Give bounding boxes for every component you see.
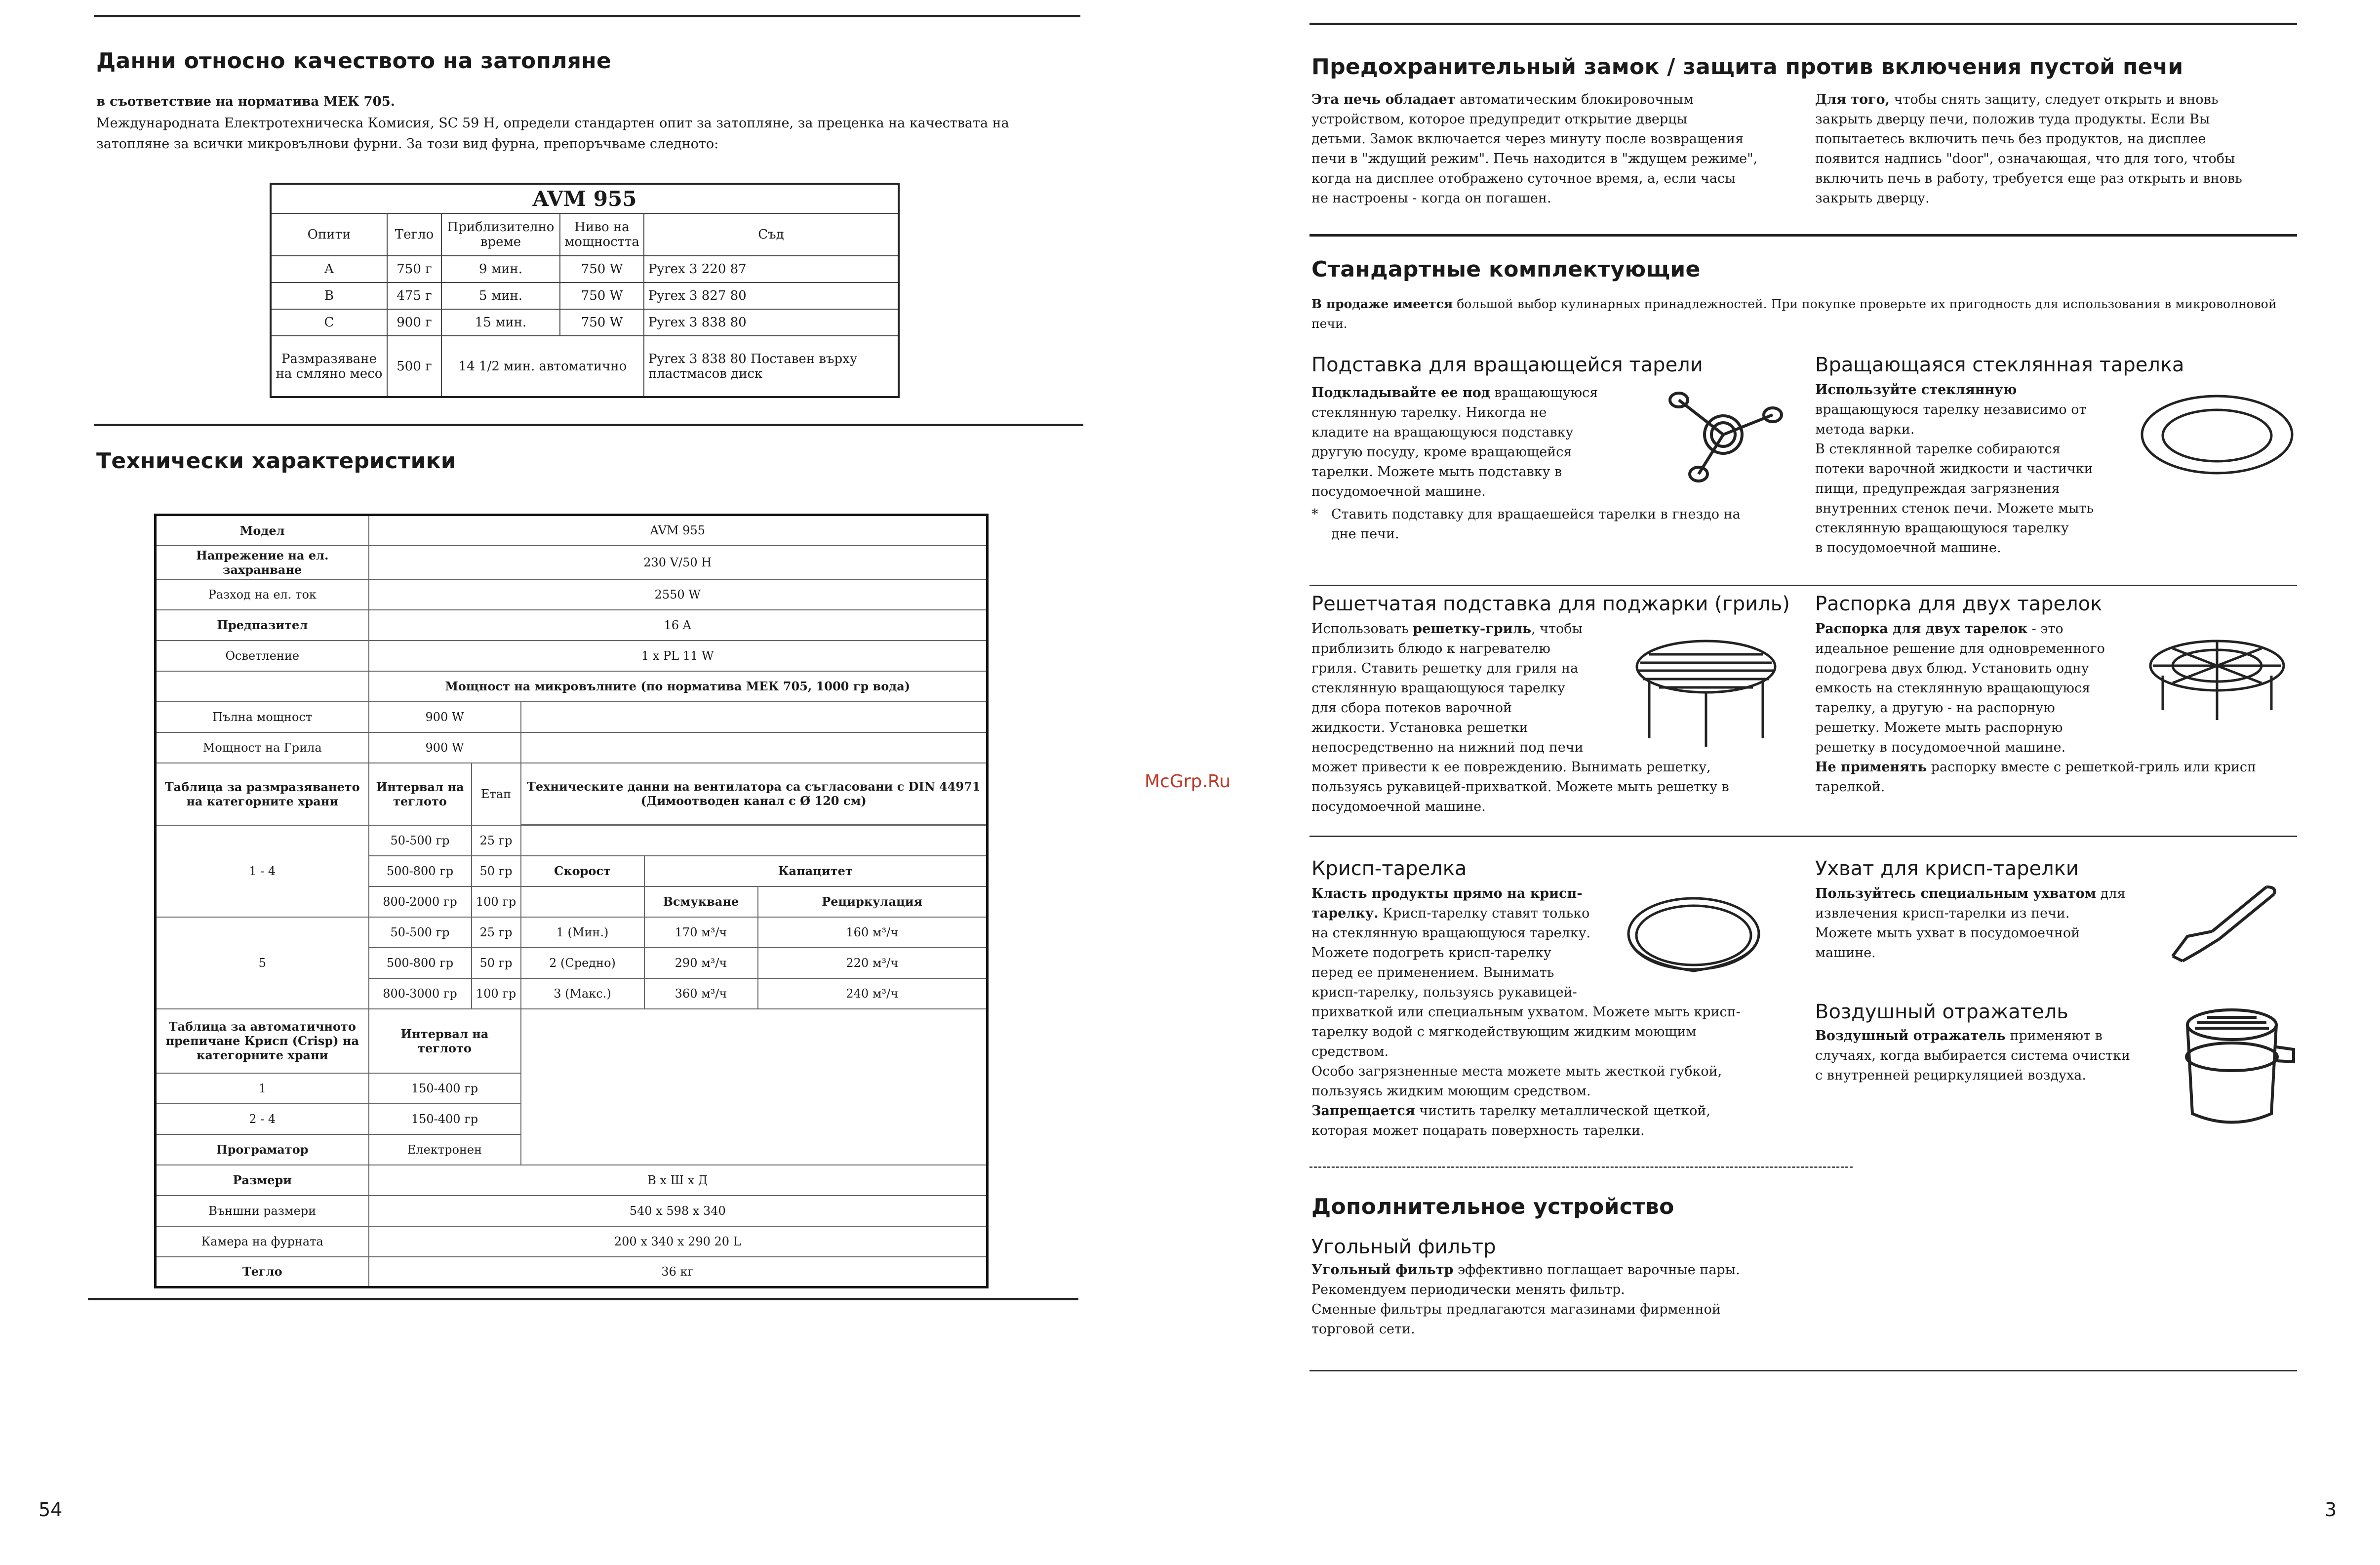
flood-cell: 15 мин. — [441, 309, 560, 336]
tech-value: AVM 955 — [369, 515, 988, 546]
table-row — [156, 1009, 988, 1073]
spacer-title: Распорка для двух тарелок — [1815, 593, 2102, 615]
tech-value: 16 A — [369, 610, 988, 641]
flood-cell: Pyrex 3 220 87 — [644, 256, 899, 282]
text-line — [1311, 777, 1810, 797]
line-text: тарелку водой с мягкодействующим жидким моющим — [1311, 1024, 1697, 1040]
tech-cell: 160 м³/ч — [758, 917, 988, 948]
intro-bold: В продаже имеется — [1311, 297, 1453, 311]
line-text: тарелкой. — [1815, 779, 1885, 795]
tech-cell: 3 (Макс.) — [521, 978, 644, 1009]
table-row — [156, 1165, 988, 1196]
text-line — [1815, 189, 2289, 208]
text-line — [1815, 884, 2131, 904]
text-line — [1311, 1320, 1855, 1339]
line-text: автоматическим блокировочным — [1455, 92, 1694, 107]
flood-defrost-label: Размразяване на смляно месо — [271, 336, 387, 397]
text-line — [1311, 1280, 1855, 1300]
table-row — [156, 825, 988, 856]
tech-cell: 50-500 гр — [369, 917, 472, 948]
table-row — [271, 256, 899, 282]
line-text: когда на дисплее отображено суточное время, а, если часы — [1311, 171, 1736, 186]
tech-cell: 500-800 гр — [369, 856, 472, 886]
text-line — [1311, 110, 1795, 129]
bold-lead: Подкладывайте ее под — [1311, 385, 1490, 401]
table-row — [156, 702, 988, 732]
tech-value: 900 W — [369, 702, 521, 732]
rule-extra — [1309, 1166, 1853, 1168]
table-row — [156, 1073, 988, 1104]
line-text: может привести к ее повреждению. Вынимать решетку, — [1311, 760, 1711, 775]
line-text: решетку в посудомоечной машине. — [1815, 740, 2066, 755]
line-text: устройством, которое предупредит открытие дверцы — [1311, 112, 1688, 127]
grill-rack-title: Решетчатая подставка для поджарки (гриль) — [1311, 593, 1790, 615]
air-deflector-image — [2178, 1003, 2301, 1136]
table-row — [156, 732, 988, 763]
tech-value: 900 W — [369, 732, 521, 763]
tech-cell: 25 гр — [472, 825, 521, 856]
table-row — [156, 1226, 988, 1257]
line-text: подогрева двух блюд. Установить одну — [1815, 661, 2089, 676]
spacer-image — [2143, 626, 2291, 725]
flood-table-model: AVM 955 — [271, 184, 899, 213]
line-text: с внутренней рециркуляцией воздуха. — [1815, 1068, 2086, 1083]
text-line — [1311, 482, 1657, 502]
text-line — [1311, 983, 1810, 1003]
tech-cell: 290 м³/ч — [644, 948, 758, 978]
line-text: чтобы снять защиту, следует открыть и вновь — [1890, 92, 2219, 107]
flood-cell: 900 г — [387, 309, 441, 336]
intro-rest: большой выбор кулинарных принадлежностей. При покупке проверьте их пригодность для использования в микроволновой — [1453, 297, 2277, 311]
line-text: для сбора потеков варочной — [1311, 700, 1512, 716]
tech-label: Предпазител — [156, 610, 369, 641]
tech-cell: 150-400 гр — [369, 1104, 521, 1134]
text-line — [1311, 758, 1810, 777]
line-text: которая может поцарать поверхность тарелки. — [1311, 1123, 1645, 1138]
line-text: посудомоечной машине. — [1311, 799, 1486, 814]
accessories-intro — [1311, 294, 2294, 334]
flood-cell: С — [271, 309, 387, 336]
line-text: в посудомоечной машине. — [1815, 540, 2001, 556]
text-line — [1815, 90, 2289, 110]
text-line — [1815, 459, 2121, 479]
flood-table — [270, 183, 900, 398]
bold-lead: Запрещается — [1311, 1103, 1415, 1119]
bold-lead: Угольный фильтр — [1311, 1262, 1454, 1278]
flood-cell: В — [271, 282, 387, 309]
table-row — [156, 1196, 988, 1226]
line-text: стеклянную вращающуюся тарелку — [1311, 681, 1565, 696]
crisp-handle-text — [1815, 884, 2131, 963]
tech-value: 230 V/50 H — [369, 546, 988, 579]
flood-para-line2: затопляне за всички микровълнови фурни. За този вид фурна, препоръчваме следното: — [96, 136, 719, 152]
turntable-support-title: Подставка для вращающейся тарели — [1311, 354, 1703, 376]
flood-cell: 5 мин. — [441, 282, 560, 309]
table-row — [156, 671, 988, 702]
tech-value: 36 кг — [369, 1257, 988, 1287]
flood-cell: 750 г — [387, 256, 441, 282]
table-row — [156, 1104, 988, 1134]
tech-speed-label: Скорост — [521, 856, 644, 886]
glass-plate-image — [2138, 390, 2296, 479]
flood-cell: 750 W — [560, 282, 644, 309]
flood-para-line1: Международната Електротехническа Комисия, SC 59 H, определи стандартен опит за затопляне, за преценка на качествата на — [96, 116, 1009, 131]
line-text: гриля. Ставить решетку для гриля на — [1311, 661, 1579, 676]
text-line — [1815, 738, 2299, 758]
table-row — [156, 641, 988, 671]
flood-defrost-weight: 500 г — [387, 336, 441, 397]
tech-cell: 1 (Мин.) — [521, 917, 644, 948]
line-text: Крисп-тарелку ставят только — [1378, 906, 1590, 921]
text-line — [1815, 400, 2121, 420]
flood-header-tests: Опити — [271, 213, 387, 256]
tech-cell: 25 гр — [472, 917, 521, 948]
line-text: не настроены - когда он погашен. — [1311, 191, 1551, 206]
tech-suction-label: Всмукване — [644, 886, 758, 917]
text-line — [1815, 129, 2289, 149]
table-row — [271, 309, 899, 336]
crisp-plate-title: Крисп-тарелка — [1311, 857, 1467, 880]
tech-label: Програматор — [156, 1134, 369, 1165]
bold-lead: Используйте стеклянную — [1815, 382, 2017, 398]
text-line — [1815, 420, 2121, 440]
flood-defrost-time: 14 1/2 мин. автоматично — [441, 336, 644, 397]
line-text: детьми. Замок включается через минуту после возвращения — [1311, 131, 1744, 147]
line-text: Сменные фильтры предлагаются магазинами фирменной — [1311, 1302, 1721, 1317]
bottom-rule-right — [1309, 1370, 2297, 1371]
lock-col1 — [1311, 90, 1795, 208]
bold-lead: Класть продукты прямо на крисп- — [1311, 886, 1583, 901]
line-text: попытаетесь включить печь без продуктов, на дисплее — [1815, 131, 2206, 147]
bold-lead: Воздушный отражатель — [1815, 1028, 2006, 1043]
line-text: эффективно поглащает варочные пары. — [1453, 1262, 1740, 1278]
tech-title: Технически характеристики — [96, 448, 457, 474]
text-line — [1311, 1022, 1810, 1042]
table-row — [156, 763, 988, 824]
bold-lead: Эта печь обладает — [1311, 92, 1456, 107]
flood-cell: 9 мин. — [441, 256, 560, 282]
line-text: , чтобы — [1531, 621, 1583, 637]
turntable-support-image — [1659, 385, 1787, 484]
text-line — [1815, 923, 2131, 943]
tech-label: Тегло — [156, 1257, 369, 1287]
page-number-right: 3 — [2325, 1499, 2337, 1521]
line-text: потеки варочной жидкости и частички — [1815, 461, 2093, 477]
line-text: В стеклянной тарелке собираются — [1815, 441, 2061, 457]
line-text: на стеклянную вращающуюся тарелку. — [1311, 925, 1591, 941]
tech-cell: 2 - 4 — [156, 1104, 369, 1134]
line-text: закрыть дверцу печи, положив туда продукты. Если Вы — [1815, 112, 2210, 127]
line-text: другую посуду, кроме вращающейся — [1311, 444, 1572, 460]
tech-cat2: 5 — [156, 917, 369, 1009]
tech-cell: 100 гр — [472, 978, 521, 1009]
tech-step-label: Етап — [472, 763, 521, 825]
text-line — [1311, 1300, 1855, 1320]
tech-label: Напрежение на ел. захранване — [156, 546, 369, 579]
line-text: включить печь в работу, требуется еще раз открыть и вновь — [1815, 171, 2242, 186]
tech-label: Размери — [156, 1165, 369, 1196]
table-row — [271, 282, 899, 309]
rule-grill — [1309, 585, 2297, 586]
grill-rack-image — [1629, 632, 1783, 751]
mid-rule-left — [94, 424, 1083, 426]
bold-lead: Пользуйтесь специальным ухватом — [1815, 886, 2097, 901]
tech-cell: 1 — [156, 1073, 369, 1104]
line-text: перед ее применением. Вынимать — [1311, 965, 1554, 980]
glass-plate-title: Вращающаяся стеклянная тарелка — [1815, 354, 2184, 376]
line-text: Можете подогреть крисп-тарелку — [1311, 945, 1551, 961]
line-text: Рекомендуем периодически менять фильтр. — [1311, 1282, 1625, 1297]
text-line — [1311, 169, 1795, 189]
table-row — [156, 546, 988, 579]
line-text: вращающуюся тарелку независимо от — [1815, 402, 2087, 417]
flood-cell: 750 W — [560, 309, 644, 336]
line-text: пользуясь рукавицей-прихваткой. Можете мыть решетку в — [1311, 779, 1729, 795]
tech-label: Камера на фурната — [156, 1226, 369, 1257]
tech-label: Модел — [156, 515, 369, 546]
air-deflector-text — [1815, 1026, 2161, 1085]
text-line — [1311, 403, 1657, 423]
air-deflector-title: Воздушный отражатель — [1815, 1001, 2068, 1023]
flood-header-weight: Тегло — [387, 213, 441, 256]
line-text: кладите на вращающуюся подставку — [1311, 425, 1574, 440]
text-line — [1311, 1260, 1855, 1280]
line-text: пищи, предупреждая загрязнения — [1815, 481, 2060, 496]
flood-cell: А — [271, 256, 387, 282]
lock-col2 — [1815, 90, 2289, 208]
line-text: Особо загрязненные места можете мыть жесткой губкой, — [1311, 1064, 1722, 1079]
text-line — [1311, 423, 1657, 442]
tech-recirc-label: Рециркулация — [758, 886, 988, 917]
text-line — [1311, 442, 1657, 462]
tech-label: Външни размери — [156, 1196, 369, 1226]
line-text: извлечения крисп-тарелки из печи. — [1815, 906, 2070, 921]
line-text: прихваткой или специальным ухватом. Можете мыть крисп- — [1311, 1004, 1741, 1020]
text-line — [1815, 904, 2131, 923]
text-line — [1311, 797, 1810, 817]
text-line — [1311, 1062, 1810, 1082]
line-text: для — [2096, 886, 2126, 901]
tech-cell: 360 м³/ч — [644, 978, 758, 1009]
flood-header-power: Ниво на мощността — [560, 213, 644, 256]
line-text: идеальное решение для одновременного — [1815, 641, 2105, 656]
text-line — [1815, 440, 2121, 459]
line-text: вращающуюся — [1490, 385, 1598, 401]
turntable-support-note: * Ставить подставку для вращаешейся тарелки в гнездо на дне печи. — [1311, 507, 1741, 542]
line-text: появится надпись "door", означающая, что для того, чтобы — [1815, 151, 2235, 166]
table-row — [156, 515, 988, 546]
tech-cat1: 1 - 4 — [156, 825, 369, 917]
bold-inline: решетку-гриль — [1413, 621, 1532, 637]
tech-cell: 800-2000 гр — [369, 886, 472, 917]
line-text: печи в "ждущий режим". Печь находится в "ждущем режиме", — [1311, 151, 1758, 166]
tech-cell: 50 гр — [472, 948, 521, 978]
tech-value: 540 x 598 x 340 — [369, 1196, 988, 1226]
crisp-plate-image — [1625, 892, 1763, 986]
text-line — [1311, 189, 1795, 208]
text-line — [1311, 149, 1795, 169]
line-text: непосредственно на нижний под печи — [1311, 740, 1584, 755]
line-text: чистить тарелку металлической щеткой, — [1415, 1103, 1710, 1119]
text-line — [1815, 943, 2131, 963]
flood-header-dish: Съд — [644, 213, 899, 256]
tech-table — [154, 514, 989, 1288]
line-text: емкость на стеклянную вращающуюся — [1815, 681, 2091, 696]
flood-cell: Pyrex 3 838 80 — [644, 309, 899, 336]
filter-title: Угольный фильтр — [1311, 1236, 1496, 1258]
line-text: стеклянную вращающуюся тарелку — [1815, 521, 2069, 536]
flood-norm-line: в съответствие на нормативa МЕК 705. — [96, 94, 395, 109]
bold-lead: Для того, — [1815, 92, 1890, 107]
text-line — [1311, 90, 1795, 110]
text-line — [1815, 149, 2289, 169]
lock-title: Предохранительный замок / защита против включения пустой печи — [1311, 54, 2183, 80]
note-text-2: дне печи. — [1331, 526, 1399, 542]
top-rule-right — [1309, 23, 2297, 25]
turntable-support-text — [1311, 383, 1657, 502]
line-text: приблизить блюдо к нагревателю — [1311, 641, 1550, 656]
tech-cell: 2 (Средно) — [521, 948, 644, 978]
line-text: метода варки. — [1815, 422, 1915, 437]
tech-value: 1 x PL 11 W — [369, 641, 988, 671]
text-line — [1311, 1003, 1810, 1022]
tech-cell: 500-800 гр — [369, 948, 472, 978]
text-line — [1815, 538, 2121, 558]
filter-text — [1311, 1260, 1855, 1339]
line-text: внутренних стенок печи. Можете мыть — [1815, 501, 2094, 516]
tech-cell: 800-3000 гр — [369, 978, 472, 1009]
tech-cell: 50-500 гр — [369, 825, 472, 856]
text-line — [1815, 1046, 2161, 1066]
table-row — [156, 917, 988, 948]
text-line — [1311, 383, 1657, 403]
line-text: случаях, когда выбирается система очистки — [1815, 1048, 2130, 1063]
note-text: Ставить подставку для вращаешейся тарелки в гнездо на — [1331, 507, 1741, 522]
line-text: средством. — [1311, 1044, 1389, 1059]
line-text: Можете мыть ухват в посудомоечной — [1815, 925, 2080, 941]
line-text: посудомоечной машине. — [1311, 484, 1486, 499]
tech-cell: 100 гр — [472, 886, 521, 917]
tech-label: Разход на ел. ток — [156, 579, 369, 610]
line-text: крисп-тарелку, пользуясь рукавицей- — [1311, 985, 1577, 1000]
tech-cell: 170 м³/ч — [644, 917, 758, 948]
bold-lead: тарелку. — [1311, 906, 1379, 921]
watermark: McGrp.Ru — [1145, 771, 1231, 792]
line-text: решетку. Можете мыть распорную — [1815, 720, 2063, 735]
bold-lead: Распорка для двух тарелок — [1815, 621, 2028, 637]
rule-crisp — [1309, 836, 2297, 837]
tech-crisp-interval: Интервал на теглото — [369, 1009, 521, 1073]
top-rule-left — [94, 15, 1080, 17]
tech-cell: 50 гр — [472, 856, 521, 886]
tech-value: В х Ш х Д — [369, 1165, 988, 1196]
extra-title: Дополнительное устройство — [1311, 1194, 1674, 1219]
glass-plate-text — [1815, 380, 2121, 558]
crisp-handle-image — [2153, 877, 2281, 966]
text-line — [1311, 129, 1795, 149]
tech-cell: 220 м³/ч — [758, 948, 988, 978]
text-line — [1815, 1026, 2161, 1046]
intro-line2: печи. — [1311, 317, 1348, 331]
tech-cell: 150-400 гр — [369, 1073, 521, 1104]
flood-cell: 475 г — [387, 282, 441, 309]
table-row — [271, 336, 899, 397]
tech-cell: 240 м³/ч — [758, 978, 988, 1009]
tech-micro-header: Мощност на микровълните (по норматива МЕК 705, 1000 гр вода) — [369, 671, 988, 702]
flood-cell: Pyrex 3 827 80 — [644, 282, 899, 309]
tech-label: Осветление — [156, 641, 369, 671]
tech-capacity-label: Капацитет — [644, 856, 988, 886]
bottom-rule-left — [88, 1298, 1078, 1300]
flood-header-time: Приблизително време — [441, 213, 560, 256]
flood-cell: 750 W — [560, 256, 644, 282]
crisp-handle-title: Ухват для крисп-тарелки — [1815, 857, 2079, 880]
tech-label: Пълна мощност — [156, 702, 369, 732]
text-line — [1815, 1066, 2161, 1085]
text-line — [1815, 777, 2299, 797]
text-line — [1311, 1042, 1810, 1062]
tech-label: Мощност на Грила — [156, 732, 369, 763]
line-text: машине. — [1815, 945, 1876, 961]
tech-value: 200 x 340 x 290 20 L — [369, 1226, 988, 1257]
table-row — [156, 579, 988, 610]
line-text: жидкости. Установка решетки — [1311, 720, 1528, 735]
table-row — [156, 1134, 988, 1165]
text-line — [1311, 462, 1657, 482]
tech-weight-interval: Интервал на теглото — [369, 763, 472, 825]
rule-accessories — [1309, 234, 2297, 237]
line-text: Использовать — [1311, 621, 1413, 637]
line-text: - это — [2027, 621, 2063, 637]
tech-crisp-label: Таблица за автоматичното препичане Крисп (Crisp) на категорните храни — [156, 1009, 369, 1073]
tech-value: Електронен — [369, 1134, 521, 1165]
text-line — [1815, 758, 2299, 777]
line-text: тарелку, а другую - на распорную — [1815, 700, 2055, 716]
text-line — [1815, 169, 2289, 189]
line-text: применяют в — [2005, 1028, 2102, 1043]
line-text: пользуясь жидким моющим средством. — [1311, 1083, 1591, 1099]
tech-fan-label: Техническите данни на вентилатора са съгласовани с DIN 44971 (Димоотводен канал с Ø 120 см) — [521, 763, 988, 824]
text-line — [1815, 479, 2121, 499]
tech-defrost-label: Таблица за размразяването на категорните храни — [156, 763, 369, 825]
table-row — [156, 610, 988, 641]
text-line — [1815, 380, 2121, 400]
line-text: тарелки. Можете мыть подставку в — [1311, 464, 1562, 480]
tech-value: 2550 W — [369, 579, 988, 610]
text-line — [1311, 1082, 1810, 1101]
flood-defrost-dish: Pyrex 3 838 80 Поставен върху пластмасов диск — [644, 336, 899, 397]
flood-title: Данни относно качеството на затопляне — [96, 48, 612, 74]
line-text: распорку вместе с решеткой-гриль или крисп — [1927, 760, 2257, 775]
text-line — [1311, 1121, 1810, 1141]
line-text: закрыть дверцу. — [1815, 191, 1930, 206]
page-number-left: 54 — [39, 1499, 63, 1521]
text-line — [1815, 499, 2121, 519]
accessories-title: Стандартные комплектующие — [1311, 257, 1701, 282]
line-text: торговой сети. — [1311, 1322, 1415, 1337]
text-line — [1311, 1101, 1810, 1121]
bold-lead: Не применять — [1815, 760, 1927, 775]
text-line — [1815, 519, 2121, 538]
table-row — [156, 1257, 988, 1287]
text-line — [1815, 110, 2289, 129]
line-text: стеклянную тарелку. Никогда не — [1311, 405, 1547, 420]
